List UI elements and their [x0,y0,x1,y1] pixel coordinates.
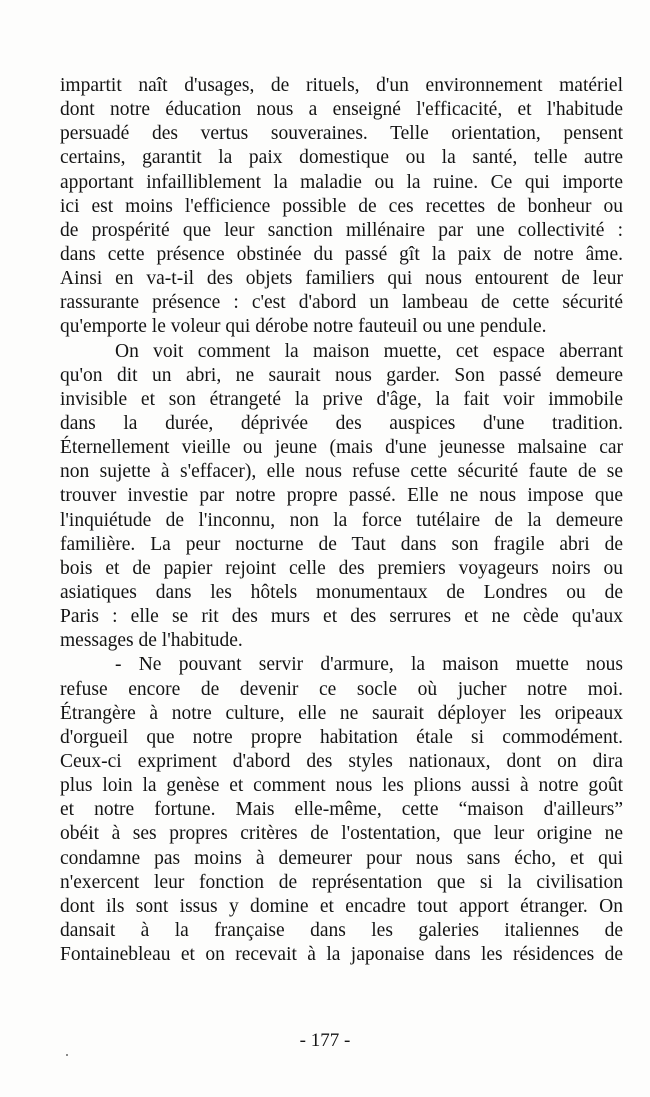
text-line: refuse encore de devenir ce socle où jucher notre moi. [60,678,623,700]
text-line: Ainsi en va-t-il des objets familiers qui nous entourent de leur [60,268,623,290]
text-line: Étrangère à notre culture, elle ne saurait déployer les oripeaux [60,702,623,724]
text-line: l'inquiétude de l'inconnu, non la force tutélaire de la demeure [60,509,623,531]
text-line: dans cette présence obstinée du passé gît la paix de notre âme. [60,243,623,265]
text-line: Fontainebleau et on recevait à la japonaise dans les résidences de [60,944,623,966]
text-line: non sujette à s'effacer), elle nous refuse cette sécurité faute de se [60,461,623,483]
text-line: n'exercent leur fonction de représentation que si la civilisation [60,871,623,893]
body-text [60,74,623,967]
text-line: dont ils sont issus y domine et encadre tout apport étranger. On [60,895,623,917]
text-line: et notre fortune. Mais elle-même, cette “maison d'ailleurs” [60,799,623,821]
text-line: obéit à ses propres critères de l'ostentation, que leur origine ne [60,823,623,845]
text-line: asiatiques dans les hôtels monumentaux de Londres ou de [60,581,623,603]
scan-speck-decoration [66,1054,68,1056]
text-line: apportant infailliblement la maladie ou la ruine. Ce qui importe [60,171,623,193]
page-number: - 177 - [299,1030,351,1051]
text-line: dont notre éducation nous a enseigné l'efficacité, et l'habitude [60,99,623,121]
text-line: ici est moins l'efficience possible de ces recettes de bonheur ou [60,195,623,217]
text-line: impartit naît d'usages, de rituels, d'un environnement matériel [60,75,623,96]
text-line: condamne pas moins à demeurer pour nous sans écho, et qui [60,847,623,869]
text-line: qu'on dit un abri, ne saurait nous garder. Son passé demeure [60,364,623,386]
text-line: d'orgueil que notre propre habitation étale si commodément. [60,726,623,748]
text-line: persuadé des vertus souveraines. Telle orientation, pensent [60,123,623,145]
text-line: trouver investie par notre propre passé. Elle ne nous impose que [60,485,623,507]
text-line: de prospérité que leur sanction millénaire par une collectivité : [60,219,623,241]
text-line: plus loin la genèse et comment nous les plions aussi à notre goût [60,775,623,797]
text-line: Éternellement vieille ou jeune (mais d'une jeunesse malsaine car [60,437,623,459]
text-line: rassurante présence : c'est d'abord un lambeau de cette sécurité [60,292,623,314]
paragraph-last-line: qu'emporte le voleur qui dérobe notre fauteuil ou une pendule. [60,316,547,338]
paragraph-first-line: On voit comment la maison muette, cet espace aberrant [115,340,623,362]
paragraph-last-line: messages de l'habitude. [60,630,243,652]
paragraph-first-line: - Ne pouvant servir d'armure, la maison muette nous [115,654,623,676]
text-line: dans la durée, déprivée des auspices d'une tradition. [60,412,623,434]
text-line: certains, garantit la paix domestique ou la santé, telle autre [60,147,623,169]
text-line: Ceux-ci expriment d'abord des styles nationaux, dont on dira [60,750,623,772]
text-line: familière. La peur nocturne de Taut dans son fragile abri de [60,533,623,555]
text-line: invisible et son étrangeté la prive d'âge, la fait voir immobile [60,388,623,410]
text-line: bois et de papier rejoint celle des premiers voyageurs noirs ou [60,557,623,579]
text-line: Paris : elle se rit des murs et des serrures et ne cède qu'aux [60,606,623,628]
text-line: dansait à la française dans les galeries italiennes de [60,919,623,941]
